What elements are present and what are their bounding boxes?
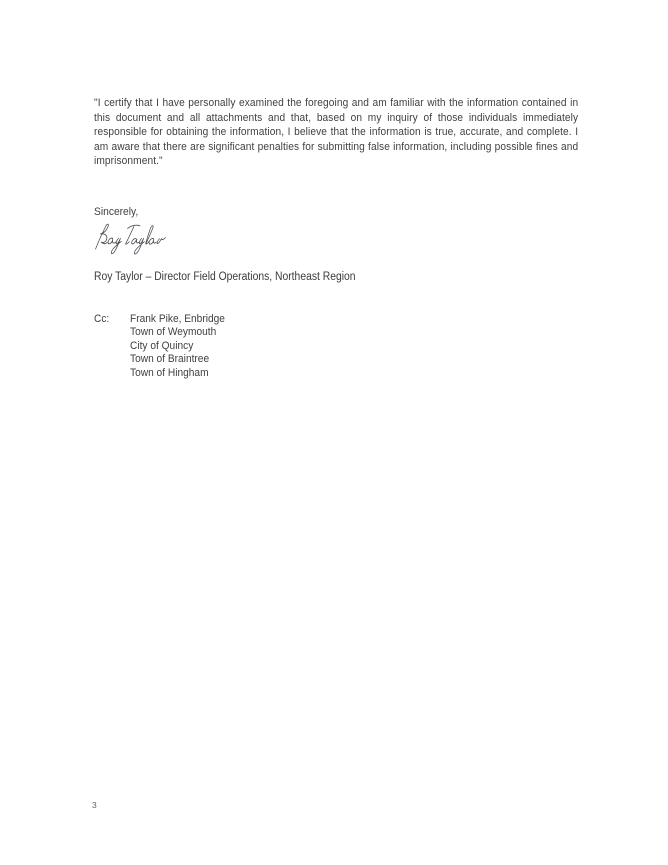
certification-paragraph: "I certify that I have personally examined the foregoing and am familiar with the information contained in this document and all attachments and that, based on my inquiry of those individuals immediately responsible for obtaining the information, I believe that the information is true, accurate, and complete. I am aware that there are significant penalties for submitting false information, including possible fines and imprisonment." xyxy=(94,97,579,168)
cc-recipient: Town of Braintree xyxy=(130,353,210,366)
cc-list xyxy=(130,313,225,380)
cc-label: Cc: xyxy=(94,313,110,325)
closing-salutation: Sincerely, xyxy=(94,206,139,218)
signature-icon xyxy=(94,221,177,258)
cc-recipient: Town of Hingham xyxy=(130,366,209,379)
cc-recipient: City of Quincy xyxy=(130,339,194,352)
cc-recipient: Frank Pike, Enbridge xyxy=(130,313,225,325)
signer-title-line: Roy Taylor – Director Field Operations, Northeast Region xyxy=(94,271,356,283)
cc-block xyxy=(94,313,225,380)
cc-recipient: Town of Weymouth xyxy=(130,326,217,339)
handwritten-signature-image xyxy=(94,221,177,259)
page-number: 3 xyxy=(92,800,97,810)
